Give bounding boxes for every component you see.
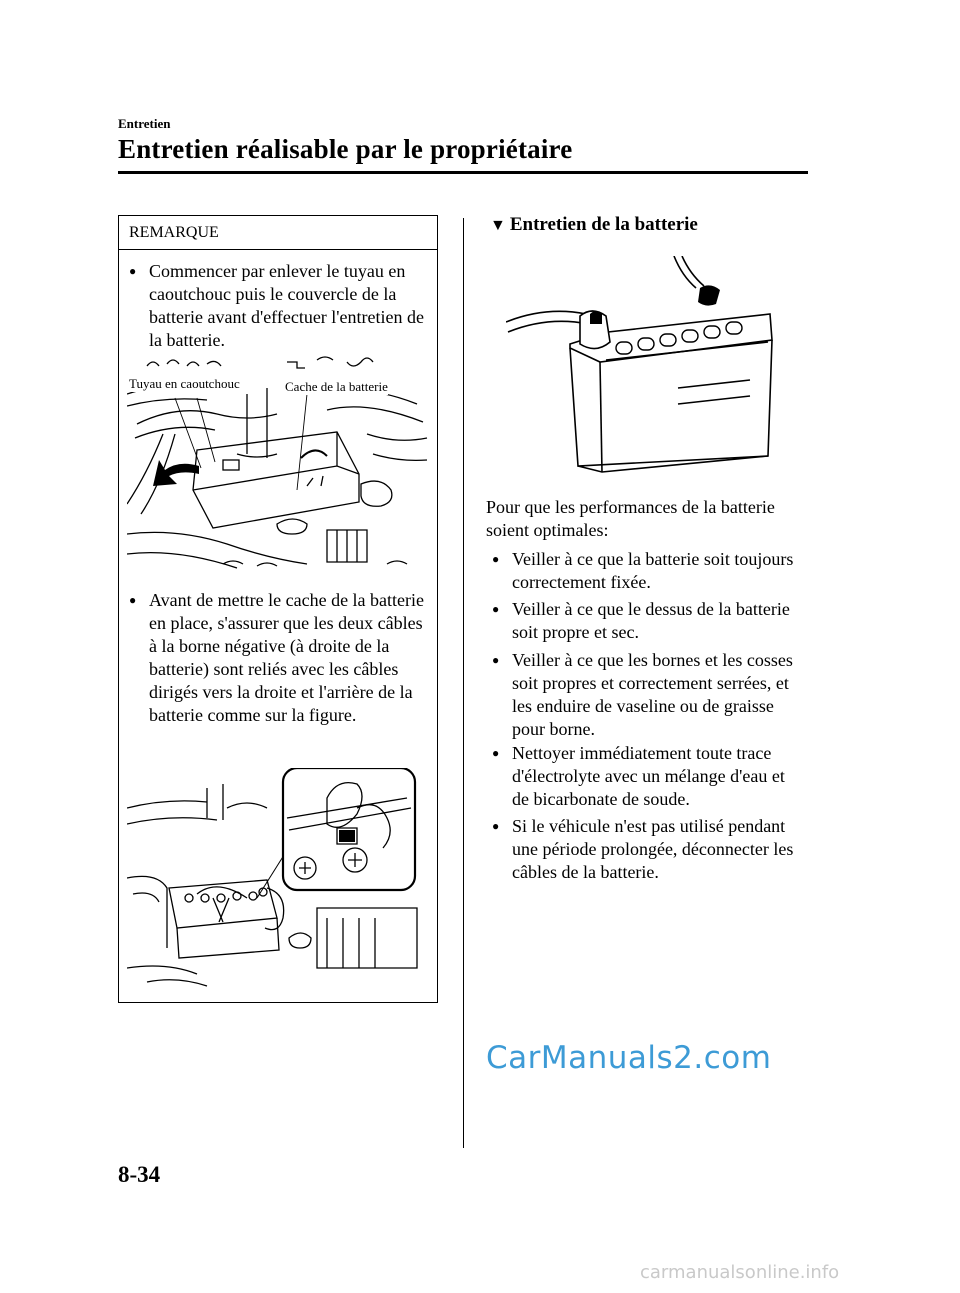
bullet-icon: ●	[129, 264, 137, 278]
note-bullet-2-text: Avant de mettre le cache de la batterie en place, s'assurer que les deux câbles à la borne négative (à droite de la batterie) sont reliés avec les câbles dirigés vers la droite et l'arrière de la batterie comme sur la figure.	[149, 590, 425, 725]
section-heading-text: Entretien de la batterie	[509, 214, 698, 235]
triangle-marker-icon: ▼	[490, 217, 506, 234]
figure-negative-terminal	[127, 768, 431, 990]
bullet-icon: ●	[492, 552, 500, 566]
note-box	[118, 215, 438, 1003]
note-heading-text: REMARQUE	[129, 224, 219, 241]
right-bullet-2-text: Veiller à ce que le dessus de la batterie soit propre et sec.	[512, 599, 790, 642]
bullet-icon: ●	[492, 746, 500, 760]
right-bullet-2	[492, 598, 806, 644]
right-bullet-5-text: Si le véhicule n'est pas utilisé pendant une période prolongée, déconnecter les câbles de la batterie.	[512, 816, 794, 882]
right-bullet-3-text: Veiller à ce que les bornes et les cosses soit propres et correctement serrées, et les enduire de vaseline ou de graisse pour borne.	[512, 650, 793, 739]
right-bullet-4-text: Nettoyer immédiatement toute trace d'électrolyte avec un mélange d'eau et de bicarbonate de soude.	[512, 743, 785, 809]
right-bullet-1-text: Veiller à ce que la batterie soit toujours correctement fixée.	[512, 549, 794, 592]
watermark-logo: CarManuals2.com	[486, 1040, 772, 1076]
bullet-icon: ●	[129, 593, 137, 607]
section-heading	[490, 214, 698, 236]
right-bullet-1	[492, 548, 806, 594]
note-bullet-2	[129, 589, 429, 727]
note-bullet-1	[129, 260, 429, 352]
right-bullet-5	[492, 815, 806, 884]
header-rule	[118, 171, 808, 174]
label-rubber-hose: Tuyau en caoutchouc	[129, 376, 240, 391]
note-heading	[119, 216, 437, 250]
page-title: Entretien réalisable par le propriétaire	[118, 134, 573, 164]
bullet-icon: ●	[492, 653, 500, 667]
label-battery-cover: Cache de la batterie	[285, 379, 388, 394]
note-bullet-1-text: Commencer par enlever le tuyau en caoutchouc puis le couvercle de la batterie avant d'effectuer l'entretien de la batterie.	[149, 261, 425, 350]
section-label: Entretien	[118, 116, 171, 131]
bullet-icon: ●	[492, 602, 500, 616]
intro-paragraph: Pour que les performances de la batterie soient optimales:	[486, 497, 775, 540]
figure-battery	[506, 256, 792, 482]
column-divider	[463, 218, 464, 1148]
bullet-icon: ●	[492, 819, 500, 833]
right-bullet-4	[492, 742, 806, 811]
watermark-footer: carmanualsonline.info	[640, 1262, 840, 1283]
page-number: 8-34	[118, 1162, 161, 1187]
right-bullet-3	[492, 649, 806, 741]
